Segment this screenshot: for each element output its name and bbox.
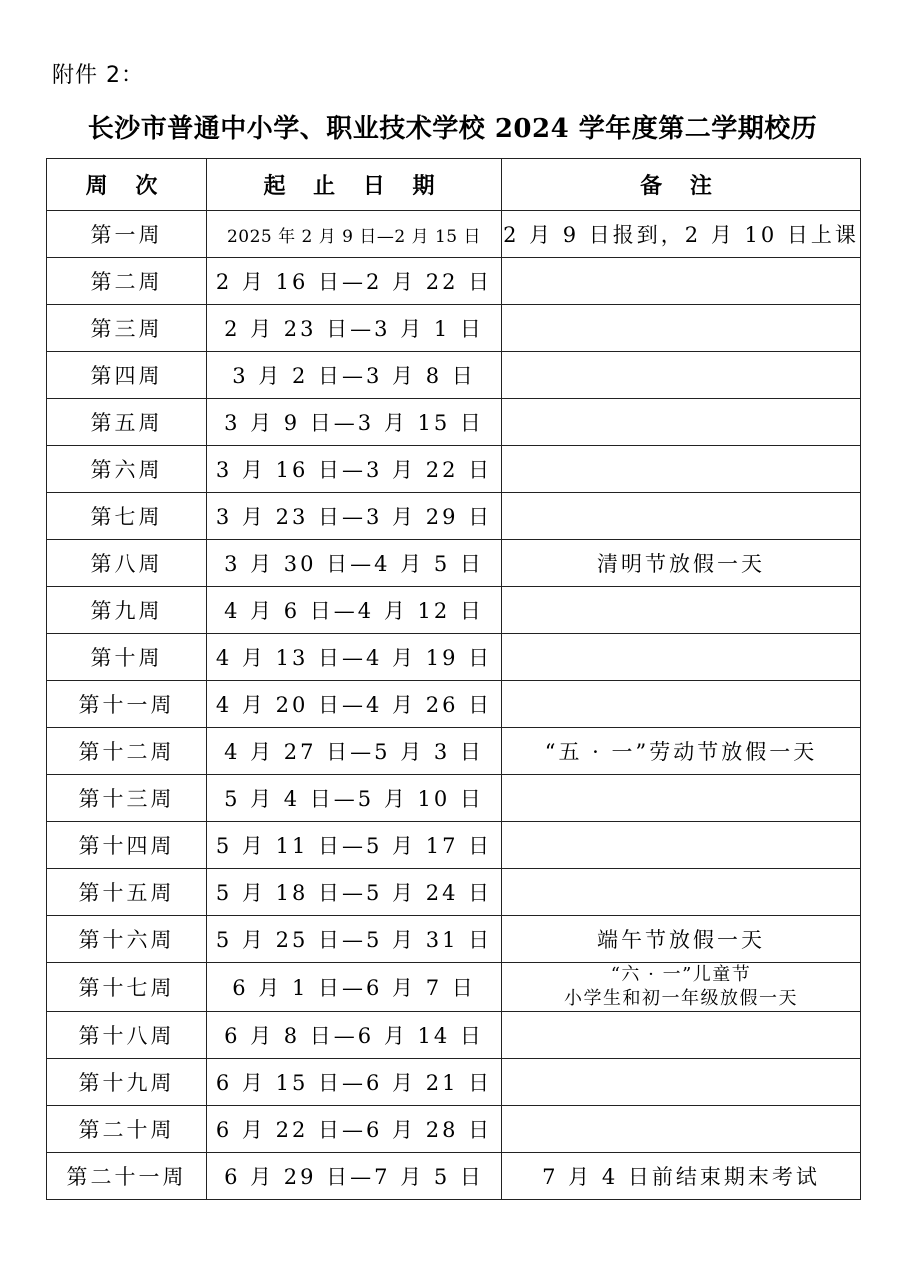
notes-cell: [502, 869, 861, 916]
notes-cell: [502, 1106, 861, 1153]
header-row: [47, 159, 861, 211]
week-cell: 第六周: [47, 446, 207, 493]
dates-cell: 2 月 23 日—3 月 1 日: [207, 305, 502, 352]
table-row: [47, 1106, 861, 1153]
notes-cell: [502, 1012, 861, 1059]
table-row: [47, 399, 861, 446]
dates-cell: 4 月 6 日—4 月 12 日: [207, 587, 502, 634]
calendar-body: [47, 211, 861, 1200]
notes-cell: [502, 775, 861, 822]
dates-cell: 5 月 11 日—5 月 17 日: [207, 822, 502, 869]
notes-cell: [502, 963, 861, 1012]
table-row: [47, 446, 861, 493]
week-cell: 第十二周: [47, 728, 207, 775]
table-row: [47, 587, 861, 634]
week-cell: 第一周: [47, 211, 207, 258]
table-row: [47, 916, 861, 963]
school-calendar-table: [46, 158, 861, 1200]
note-line: “五 · 一”劳动节放假一天: [544, 740, 818, 764]
week-cell: 第四周: [47, 352, 207, 399]
notes-cell: [502, 728, 861, 775]
note-line: “六 · 一”儿童节: [610, 964, 752, 985]
week-cell: 第十五周: [47, 869, 207, 916]
notes-cell: [502, 211, 861, 258]
dates-cell: 5 月 18 日—5 月 24 日: [207, 869, 502, 916]
table-row: [47, 352, 861, 399]
header-dates: 起 止 日 期: [207, 159, 502, 211]
dates-cell: 2 月 16 日—2 月 22 日: [207, 258, 502, 305]
note-line: 端午节放假一天: [597, 928, 765, 952]
week-cell: 第二十周: [47, 1106, 207, 1153]
notes-cell: [502, 634, 861, 681]
notes-cell: [502, 446, 861, 493]
week-cell: 第十三周: [47, 775, 207, 822]
table-row: [47, 634, 861, 681]
dates-cell: 5 月 4 日—5 月 10 日: [207, 775, 502, 822]
table-row: [47, 869, 861, 916]
header-notes: 备 注: [502, 159, 861, 211]
week-cell: 第三周: [47, 305, 207, 352]
week-cell: 第五周: [47, 399, 207, 446]
table-row: [47, 775, 861, 822]
dates-cell: 4 月 27 日—5 月 3 日: [207, 728, 502, 775]
table-row: [47, 305, 861, 352]
table-row: [47, 822, 861, 869]
dates-cell: 6 月 8 日—6 月 14 日: [207, 1012, 502, 1059]
dates-cell: 4 月 13 日—4 月 19 日: [207, 634, 502, 681]
dates-cell: 3 月 30 日—4 月 5 日: [207, 540, 502, 587]
table-row: [47, 258, 861, 305]
dates-cell: 6 月 29 日—7 月 5 日: [207, 1153, 502, 1200]
notes-cell: [502, 681, 861, 728]
dates-cell: 6 月 15 日—6 月 21 日: [207, 1059, 502, 1106]
notes-cell: [502, 916, 861, 963]
table-row: [47, 1012, 861, 1059]
notes-cell: [502, 258, 861, 305]
dates-cell: 5 月 25 日—5 月 31 日: [207, 916, 502, 963]
notes-cell: [502, 352, 861, 399]
dates-cell: 3 月 23 日—3 月 29 日: [207, 493, 502, 540]
header-week: 周 次: [47, 159, 207, 211]
dates-cell: 3 月 9 日—3 月 15 日: [207, 399, 502, 446]
dates-cell: 3 月 2 日—3 月 8 日: [207, 352, 502, 399]
table-row: [47, 493, 861, 540]
week-cell: 第十一周: [47, 681, 207, 728]
notes-cell: [502, 587, 861, 634]
notes-cell: [502, 1153, 861, 1200]
note-line: 小学生和初一年级放假一天: [564, 988, 798, 1009]
dates-cell: 6 月 1 日—6 月 7 日: [207, 963, 502, 1012]
week-cell: 第十七周: [47, 963, 207, 1012]
table-row: [47, 728, 861, 775]
notes-cell: [502, 540, 861, 587]
notes-cell: [502, 822, 861, 869]
table-row: [47, 681, 861, 728]
dates-cell: 6 月 22 日—6 月 28 日: [207, 1106, 502, 1153]
notes-cell: [502, 399, 861, 446]
week-cell: 第十八周: [47, 1012, 207, 1059]
notes-cell: [502, 493, 861, 540]
week-cell: 第二周: [47, 258, 207, 305]
dates-cell: 2025 年 2 月 9 日—2 月 15 日: [207, 211, 502, 258]
note-line: 2 月 9 日报到，2 月 10 日上课: [503, 223, 859, 247]
week-cell: 第十六周: [47, 916, 207, 963]
week-cell: 第二十一周: [47, 1153, 207, 1200]
week-cell: 第十四周: [47, 822, 207, 869]
table-row: [47, 1153, 861, 1200]
dates-cell: 3 月 16 日—3 月 22 日: [207, 446, 502, 493]
dates-cell: 4 月 20 日—4 月 26 日: [207, 681, 502, 728]
week-cell: 第十周: [47, 634, 207, 681]
note-line: 7 月 4 日前结束期末考试: [542, 1165, 820, 1189]
notes-cell: [502, 305, 861, 352]
attachment-label: 附件 2：: [52, 63, 144, 88]
table-row: [47, 1059, 861, 1106]
week-cell: 第十九周: [47, 1059, 207, 1106]
table-row: [47, 211, 861, 258]
document-title: 长沙市普通中小学、职业技术学校 2024 学年度第二学期校历: [87, 114, 818, 144]
note-line: 清明节放假一天: [597, 552, 765, 576]
week-cell: 第九周: [47, 587, 207, 634]
week-cell: 第八周: [47, 540, 207, 587]
notes-cell: [502, 1059, 861, 1106]
table-row: [47, 540, 861, 587]
table-row: [47, 963, 861, 1012]
week-cell: 第七周: [47, 493, 207, 540]
